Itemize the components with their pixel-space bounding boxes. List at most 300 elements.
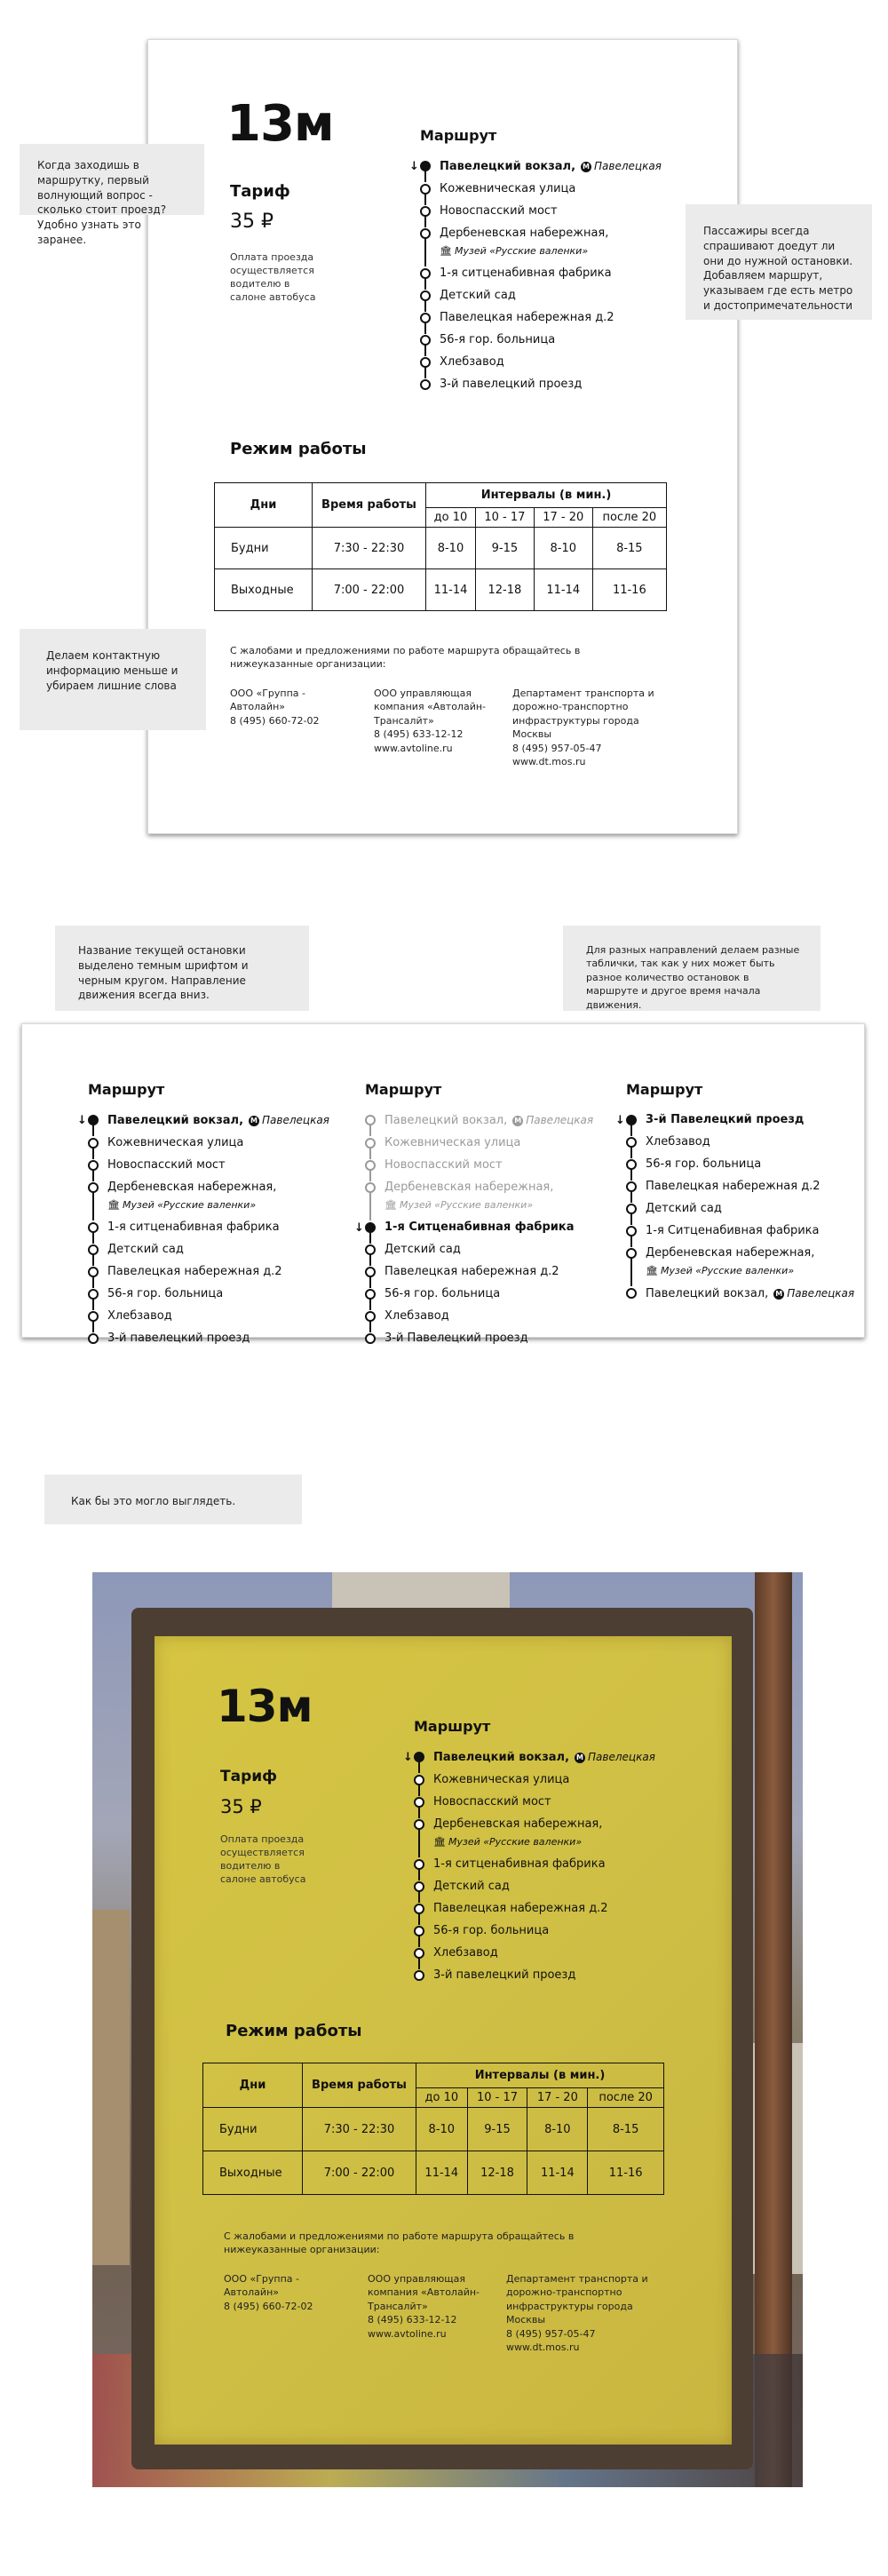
route-stop — [414, 1817, 698, 1850]
stop-name: Павелецкая набережная д.2 — [646, 1180, 821, 1193]
route-stop — [365, 1242, 622, 1258]
route-stop — [88, 1157, 345, 1173]
org-name: Департамент транспорта и дорожно-транспортно инфраструктуры города Москвы — [512, 688, 654, 741]
route-line — [424, 171, 426, 182]
metro-station: Павелецкая — [526, 1114, 594, 1126]
org-phone: 8 (495) 660-72-02 — [230, 714, 320, 727]
stop-dot-icon — [414, 1926, 424, 1936]
schedule-interval: 8-10 — [416, 2108, 468, 2151]
route-line — [92, 1192, 94, 1220]
schedule-day: Выходные — [215, 569, 313, 611]
yellow-poster — [155, 1636, 732, 2445]
route-stop — [365, 1112, 622, 1129]
route-stop — [354, 1220, 622, 1236]
stop-dot-icon — [88, 1115, 99, 1125]
stop-name: Детский сад — [440, 289, 516, 302]
route-stop — [77, 1112, 345, 1129]
schedule-interval: 11-16 — [588, 2151, 664, 2195]
stop-dot-icon — [420, 206, 431, 217]
down-arrow-icon: ↓ — [615, 1114, 625, 1127]
metro-m-icon: М — [575, 1753, 585, 1763]
background-building — [92, 1910, 130, 2265]
stop-dot-icon — [414, 1859, 424, 1870]
stop-dot-icon — [420, 268, 431, 279]
stop-name: Дербеневская набережная, — [385, 1181, 554, 1194]
route-line — [369, 1192, 371, 1220]
museum-label — [107, 1197, 345, 1213]
org-1 — [224, 2272, 357, 2313]
stop-name: Новоспасский мост — [107, 1158, 226, 1172]
route-stop — [420, 377, 704, 393]
org-site: www.dt.mos.ru — [512, 755, 586, 767]
stop-dot-icon — [365, 1267, 376, 1277]
route-variant-a — [77, 1081, 345, 1353]
stop-name: Хлебзавод — [646, 1135, 710, 1149]
stop-name: Хлебзавод — [107, 1309, 172, 1323]
route-heading: Маршрут — [88, 1081, 165, 1098]
route-heading: Маршрут — [420, 127, 497, 144]
stop-name: 3-й павелецкий проезд — [440, 378, 583, 391]
route-line — [424, 238, 426, 266]
schedule-day: Выходные — [203, 2151, 303, 2195]
route-line — [369, 1276, 371, 1288]
schedule-time: 7:30 - 22:30 — [313, 528, 426, 569]
route-stop — [403, 1749, 698, 1766]
schedule-table — [214, 482, 667, 611]
route-number: 13м — [226, 95, 334, 153]
route-stop — [365, 1135, 622, 1151]
stop-dot-icon — [365, 1222, 376, 1233]
route-line — [369, 1232, 371, 1244]
org-name: Департамент транспорта и дорожно-транспортно инфраструктуры города Москвы — [506, 2273, 648, 2326]
stop-name: Павелецкий вокзал, — [107, 1114, 244, 1127]
stop-name: Новоспасский мост — [440, 204, 558, 218]
stop-dot-icon — [420, 379, 431, 390]
metro-station: Павелецкая — [262, 1114, 329, 1126]
museum-label — [646, 1263, 866, 1279]
schedule-day: Будни — [215, 528, 313, 569]
route-stop — [626, 1134, 866, 1150]
stop-dot-icon — [88, 1289, 99, 1300]
note-contacts: Делаем контактную информацию меньше и убираем лишние слова — [20, 629, 206, 730]
stop-name: Павелецкая набережная д.2 — [433, 1902, 608, 1915]
route-variant-b — [354, 1081, 622, 1353]
org-name: ООО управляющая компания «Автолайн-Трансалйт» — [368, 2273, 480, 2312]
schedule-time: 7:30 - 22:30 — [303, 2108, 416, 2151]
org-phone: 8 (495) 957-05-47 — [512, 742, 602, 754]
stop-dot-icon — [88, 1138, 99, 1149]
stop-name: Хлебзавод — [440, 355, 504, 369]
stop-name: Кожевническая улица — [107, 1136, 244, 1149]
org-3 — [506, 2272, 657, 2354]
org-site: www.avtoline.ru — [368, 2327, 447, 2340]
route-stop — [365, 1286, 622, 1302]
route-line — [92, 1254, 94, 1266]
table-row — [215, 569, 667, 611]
org-name: ООО «Группа - Автолайн» — [230, 688, 305, 713]
stop-dot-icon — [365, 1311, 376, 1322]
stop-name: Павелецкая набережная д.2 — [440, 311, 614, 324]
poster-sheet — [147, 39, 738, 834]
org-site: www.dt.mos.ru — [506, 2341, 580, 2353]
stop-name: Павелецкий вокзал, — [646, 1287, 769, 1300]
route-stop — [414, 1901, 698, 1917]
museum-label — [440, 243, 704, 259]
note-current: Название текущей остановки выделено темным шрифтом и черным кругом. Направление движения всегда вниз. — [55, 926, 309, 1011]
stop-dot-icon — [414, 1797, 424, 1808]
route-line — [418, 1761, 420, 1773]
schedule-interval: 9-15 — [467, 2108, 527, 2151]
route-line — [418, 1829, 420, 1857]
tariff-note: Оплата проезда осуществляется водителю в салоне автобуса — [230, 251, 316, 303]
route-stop — [420, 332, 704, 348]
schedule-interval: 11-16 — [592, 569, 666, 611]
stop-dot-icon — [365, 1333, 376, 1344]
stop-name: Детский сад — [107, 1243, 184, 1256]
metro-label — [575, 1751, 655, 1763]
table-row — [203, 2108, 664, 2151]
stop-dot-icon — [420, 313, 431, 323]
stop-name: Павелецкий вокзал, — [440, 160, 576, 173]
metro-m-icon: М — [581, 162, 591, 172]
schedule-col-days: Дни — [215, 483, 313, 528]
route-stop — [88, 1286, 345, 1302]
note-directions: Для разных направлений делаем разные таблички, так как у них может быть разное количество остановок в маршруте и другое время начала движения. — [563, 926, 821, 1011]
route-line — [630, 1258, 632, 1286]
tariff-heading: Тариф — [230, 182, 290, 201]
route-stop — [365, 1308, 622, 1324]
route-line — [424, 300, 426, 312]
note-mockup: Как бы это могло выглядеть. — [44, 1475, 302, 1524]
interval-col: 17 - 20 — [534, 508, 592, 528]
route-line — [369, 1254, 371, 1266]
stop-name: Павелецкая набережная д.2 — [385, 1265, 559, 1278]
stop-dot-icon — [414, 1881, 424, 1892]
stop-dot-icon — [626, 1159, 637, 1170]
stop-dot-icon — [626, 1181, 637, 1192]
route-stop-list — [77, 1112, 345, 1347]
stop-dot-icon — [414, 1775, 424, 1785]
route-stop — [414, 1945, 698, 1961]
metro-label — [249, 1114, 329, 1126]
metro-m-icon: М — [773, 1289, 784, 1300]
metro-m-icon: М — [512, 1116, 523, 1126]
route-stop — [365, 1157, 622, 1173]
schedule-col-time: Время работы — [313, 483, 426, 528]
route-stop — [615, 1112, 866, 1128]
museum-label — [433, 1834, 698, 1850]
route-stop-list — [403, 1749, 698, 1984]
schedule-table — [202, 2063, 664, 2195]
route-line — [630, 1236, 632, 1247]
schedule-col-intervals: Интервалы (в мин.) — [426, 483, 667, 508]
route-line — [418, 1807, 420, 1818]
metro-label — [773, 1287, 854, 1300]
museum-icon: 🏛 — [107, 1199, 120, 1211]
route-stop — [420, 354, 704, 370]
route-stop — [88, 1135, 345, 1151]
route-stop — [414, 1968, 698, 1984]
route-line — [92, 1299, 94, 1310]
poster-photo — [92, 1572, 803, 2487]
route-line — [630, 1213, 632, 1225]
table-row — [215, 528, 667, 569]
stop-name: Павелецкая набережная д.2 — [107, 1265, 282, 1278]
route-stop — [414, 1856, 698, 1872]
stop-name: 56-я гор. больница — [385, 1287, 501, 1300]
route-line — [92, 1276, 94, 1288]
interval-col: до 10 — [416, 2088, 468, 2108]
stop-dot-icon — [414, 1948, 424, 1959]
stop-dot-icon — [414, 1970, 424, 1981]
stop-name: 56-я гор. больница — [646, 1157, 762, 1171]
table-row — [203, 2151, 664, 2195]
stop-name: 56-я гор. больница — [107, 1287, 224, 1300]
down-arrow-icon: ↓ — [409, 160, 419, 173]
schedule-time: 7:00 - 22:00 — [313, 569, 426, 611]
museum-name: Музей «Русские валенки» — [399, 1199, 534, 1211]
route-line — [630, 1169, 632, 1181]
interval-col: до 10 — [426, 508, 476, 528]
route-heading: Маршрут — [626, 1081, 703, 1098]
stop-name: 1-я ситценабивная фабрика — [440, 266, 612, 280]
route-stop — [365, 1264, 622, 1280]
org-phone: 8 (495) 633-12-12 — [374, 728, 464, 741]
stop-name: Новоспасский мост — [385, 1158, 503, 1172]
complaints-text: С жалобами и предложениями по работе маршрута обращайтесь в нижеуказанные организации: — [224, 2230, 575, 2256]
route-stop — [626, 1157, 866, 1173]
variants-sheet — [21, 1023, 865, 1345]
route-stop — [88, 1242, 345, 1258]
route-block — [403, 1718, 698, 1990]
schedule-interval: 12-18 — [467, 2151, 527, 2195]
museum-name: Музей «Русские валенки» — [448, 1836, 583, 1848]
stop-name: Детский сад — [646, 1202, 722, 1215]
stop-dot-icon — [414, 1819, 424, 1830]
interval-col: после 20 — [592, 508, 666, 528]
route-stop-list — [615, 1112, 866, 1302]
stop-dot-icon — [420, 161, 431, 171]
schedule-interval: 8-10 — [527, 2108, 588, 2151]
route-line — [92, 1232, 94, 1244]
museum-name: Музей «Русские валенки» — [454, 245, 589, 257]
museum-icon: 🏛 — [433, 1836, 446, 1848]
route-line — [369, 1170, 371, 1181]
museum-icon: 🏛 — [385, 1199, 397, 1211]
stop-dot-icon — [626, 1204, 637, 1214]
schedule-day: Будни — [203, 2108, 303, 2151]
route-line — [630, 1125, 632, 1136]
schedule-interval: 8-15 — [588, 2108, 664, 2151]
stop-dot-icon — [420, 290, 431, 301]
org-1 — [230, 687, 363, 727]
stop-dot-icon — [365, 1289, 376, 1300]
stop-name: 3-й Павелецкий проезд — [646, 1113, 805, 1126]
route-line — [418, 1785, 420, 1796]
route-stop — [626, 1285, 866, 1302]
stop-name: Дербеневская набережная, — [440, 227, 609, 240]
route-stop — [414, 1772, 698, 1788]
stop-name: Кожевническая улица — [385, 1136, 521, 1149]
route-line — [424, 216, 426, 227]
down-arrow-icon: ↓ — [403, 1751, 413, 1764]
tariff-price: 35 ₽ — [230, 211, 274, 233]
stop-dot-icon — [414, 1752, 424, 1762]
route-stop — [414, 1923, 698, 1939]
stop-name: 1-я Ситценабивная фабрика — [646, 1224, 820, 1237]
route-stop — [88, 1220, 345, 1236]
route-stop — [365, 1331, 622, 1347]
route-line — [92, 1125, 94, 1136]
stop-dot-icon — [88, 1311, 99, 1322]
route-line — [424, 194, 426, 205]
museum-label — [385, 1197, 622, 1213]
metro-label — [581, 160, 662, 172]
down-arrow-icon: ↓ — [77, 1114, 87, 1127]
route-block — [409, 127, 704, 399]
route-stop — [88, 1264, 345, 1280]
route-heading: Маршрут — [365, 1081, 442, 1098]
route-stop — [414, 1879, 698, 1895]
schedule-col-time: Время работы — [303, 2063, 416, 2108]
route-line — [92, 1148, 94, 1159]
interval-col: 10 - 17 — [475, 508, 534, 528]
route-stop — [626, 1201, 866, 1217]
route-line — [424, 345, 426, 356]
metro-station: Павелецкая — [787, 1287, 855, 1300]
org-phone: 8 (495) 957-05-47 — [506, 2327, 596, 2340]
route-stop — [626, 1245, 866, 1279]
route-line — [369, 1125, 371, 1136]
stop-dot-icon — [626, 1288, 637, 1299]
route-stop — [626, 1179, 866, 1195]
stop-dot-icon — [88, 1244, 99, 1255]
stop-name: 1-я ситценабивная фабрика — [107, 1220, 280, 1234]
stop-dot-icon — [88, 1160, 99, 1171]
org-phone: 8 (495) 660-72-02 — [224, 2300, 313, 2312]
route-line — [418, 1958, 420, 1969]
route-stop — [420, 226, 704, 259]
schedule-interval: 8-10 — [534, 528, 592, 569]
stop-dot-icon — [88, 1333, 99, 1344]
stop-dot-icon — [365, 1182, 376, 1193]
route-stop — [420, 288, 704, 304]
stop-name: Хлебзавод — [385, 1309, 449, 1323]
stop-dot-icon — [420, 357, 431, 368]
stop-name: Дербеневская набережная, — [433, 1817, 603, 1831]
interval-col: после 20 — [588, 2088, 664, 2108]
org-name: ООО управляющая компания «Автолайн-Трансалйт» — [374, 688, 487, 727]
sign-pole — [755, 1572, 792, 2487]
stop-name: Детский сад — [385, 1243, 461, 1256]
route-line — [418, 1913, 420, 1925]
route-stop — [88, 1331, 345, 1347]
interval-col: 10 - 17 — [467, 2088, 527, 2108]
schedule-heading: Режим работы — [226, 2022, 362, 2040]
stop-name: 1-я Ситценабивная фабрика — [385, 1220, 575, 1234]
route-line — [369, 1148, 371, 1159]
schedule-col-intervals: Интервалы (в мин.) — [416, 2063, 664, 2088]
schedule-time: 7:00 - 22:00 — [303, 2151, 416, 2195]
route-stop — [626, 1223, 866, 1239]
stop-name: Хлебзавод — [433, 1946, 498, 1960]
schedule-heading: Режим работы — [230, 440, 367, 458]
metro-station: Павелецкая — [588, 1751, 655, 1763]
org-3 — [512, 687, 663, 768]
route-line — [418, 1936, 420, 1947]
route-line — [630, 1147, 632, 1158]
tariff-heading: Тариф — [220, 1768, 278, 1785]
tariff-note: Оплата проезда осуществляется водителю в салоне автобуса — [220, 1833, 306, 1885]
route-heading: Маршрут — [414, 1718, 491, 1735]
museum-name: Музей «Русские валенки» — [122, 1199, 257, 1211]
stop-dot-icon — [365, 1115, 376, 1125]
interval-col: 17 - 20 — [527, 2088, 588, 2108]
stop-name: Новоспасский мост — [433, 1795, 551, 1809]
schedule-col-days: Дни — [203, 2063, 303, 2108]
stop-dot-icon — [626, 1226, 637, 1236]
stop-name: Кожевническая улица — [440, 182, 576, 195]
stop-name: Дербеневская набережная, — [646, 1246, 815, 1260]
route-number: 13м — [217, 1681, 313, 1732]
route-stop — [420, 266, 704, 282]
route-stop-list — [354, 1112, 622, 1347]
stop-name: Кожевническая улица — [433, 1773, 570, 1786]
schedule-interval: 8-15 — [592, 528, 666, 569]
route-line — [369, 1299, 371, 1310]
org-2 — [374, 687, 503, 755]
route-stop — [420, 181, 704, 197]
stop-name: Павелецкий вокзал, — [385, 1114, 508, 1127]
route-stop — [420, 203, 704, 219]
stop-dot-icon — [420, 228, 431, 239]
down-arrow-icon: ↓ — [354, 1221, 364, 1235]
metro-m-icon: М — [249, 1116, 259, 1126]
route-stop — [409, 158, 704, 175]
org-phone: 8 (495) 633-12-12 — [368, 2314, 457, 2326]
complaints-text: С жалобами и предложениями по работе маршрута обращайтесь в нижеуказанные организации: — [230, 645, 581, 671]
route-line — [424, 278, 426, 290]
org-2 — [368, 2272, 496, 2341]
metro-label — [512, 1114, 593, 1126]
stop-dot-icon — [365, 1160, 376, 1171]
route-stop-list — [409, 158, 704, 393]
route-stop — [88, 1308, 345, 1324]
stop-dot-icon — [414, 1904, 424, 1914]
museum-icon: 🏛 — [646, 1265, 658, 1276]
stop-dot-icon — [626, 1248, 637, 1259]
org-name: ООО «Группа - Автолайн» — [224, 2273, 299, 2299]
route-line — [92, 1321, 94, 1332]
museum-name: Музей «Русские валенки» — [660, 1265, 795, 1276]
route-stop — [88, 1180, 345, 1213]
route-line — [424, 322, 426, 334]
stop-name: Павелецкий вокзал, — [433, 1751, 570, 1764]
stop-name: 1-я ситценабивная фабрика — [433, 1857, 606, 1871]
schedule-interval: 8-10 — [426, 528, 476, 569]
note-question: Когда заходишь в маршрутку, первый волнующий вопрос - сколько стоит проезд? Удобно узнать это заранее. — [20, 144, 204, 215]
stop-dot-icon — [420, 184, 431, 195]
route-line — [418, 1869, 420, 1880]
schedule-interval: 9-15 — [475, 528, 534, 569]
metro-station: Павелецкая — [594, 160, 662, 172]
schedule-interval: 11-14 — [527, 2151, 588, 2195]
route-line — [424, 367, 426, 378]
route-line — [418, 1891, 420, 1903]
route-stop — [365, 1180, 622, 1213]
stop-name: 3-й павелецкий проезд — [433, 1968, 576, 1982]
route-stop — [420, 310, 704, 326]
